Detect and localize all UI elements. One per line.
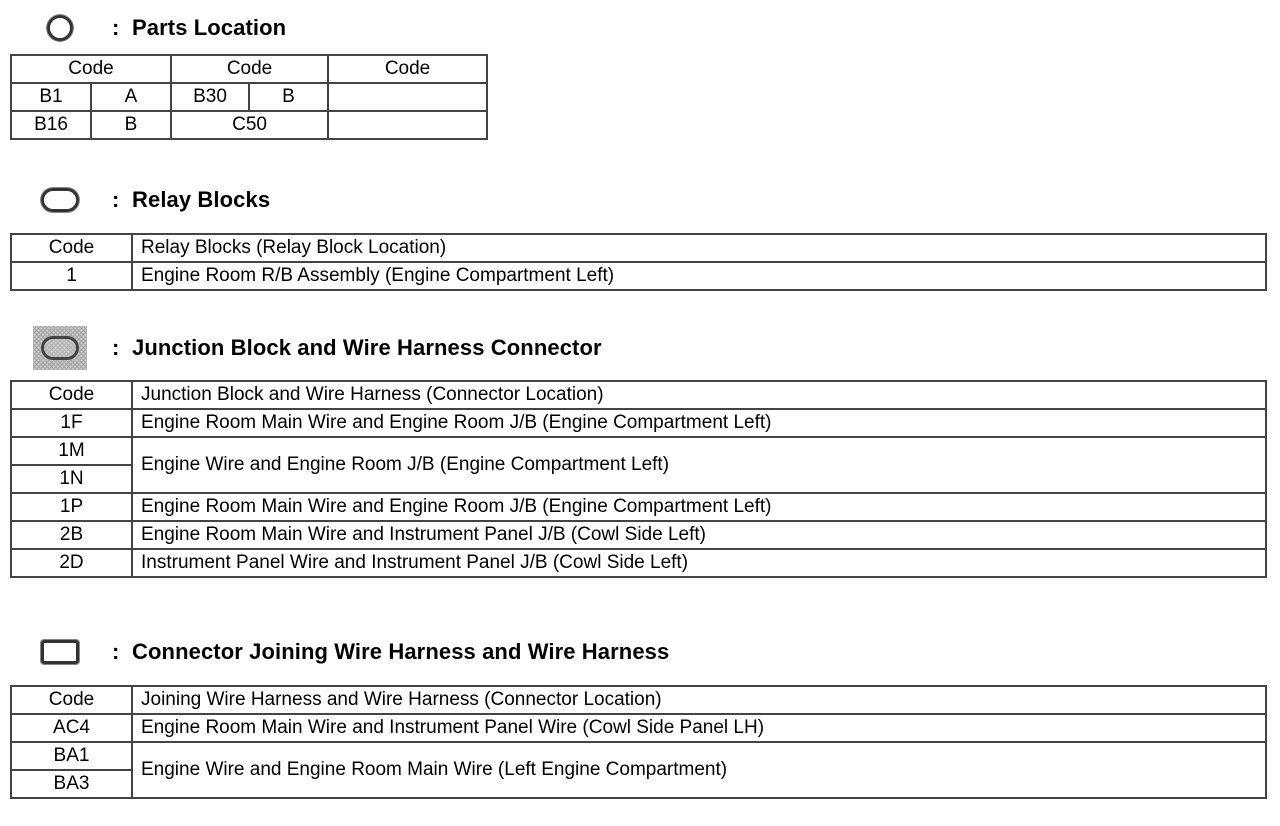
code-cell: 2B — [11, 521, 132, 549]
heading-colon: : — [112, 187, 120, 212]
part-code-cell: C50 — [171, 111, 328, 139]
heading-colon: : — [112, 15, 120, 40]
column-header-code: Code — [11, 381, 132, 409]
part-variant-cell: A — [91, 83, 171, 111]
table-row — [11, 83, 487, 111]
code-cell: 1F — [11, 409, 132, 437]
column-header-code: Code — [328, 55, 487, 83]
code-cell: 1P — [11, 493, 132, 521]
parts-location-title: Parts Location — [132, 15, 287, 40]
table-row — [11, 549, 1266, 577]
table-header-row — [11, 234, 1266, 262]
description-cell: Engine Room Main Wire and Engine Room J/B (Engine Compartment Left) — [132, 493, 1266, 521]
description-cell: Engine Room Main Wire and Instrument Panel Wire (Cowl Side Panel LH) — [132, 714, 1266, 742]
table-row — [11, 437, 1266, 465]
column-header-code: Code — [11, 686, 132, 714]
table-row — [11, 742, 1266, 770]
parts-location-circle-icon — [30, 8, 90, 48]
empty-cell — [328, 83, 487, 111]
column-header-description: Junction Block and Wire Harness (Connector Location) — [132, 381, 1266, 409]
code-cell: AC4 — [11, 714, 132, 742]
part-code-cell: B16 — [11, 111, 91, 139]
column-header-code: Code — [171, 55, 328, 83]
table-row — [11, 111, 487, 139]
description-cell: Instrument Panel Wire and Instrument Panel J/B (Cowl Side Left) — [132, 549, 1266, 577]
description-cell: Engine Room Main Wire and Engine Room J/B (Engine Compartment Left) — [132, 409, 1266, 437]
table-header-row — [11, 55, 487, 83]
table-row — [11, 262, 1266, 290]
part-variant-cell: B — [91, 111, 171, 139]
code-cell: 1N — [11, 465, 132, 493]
table-row — [11, 521, 1266, 549]
junction-block-heading — [30, 328, 602, 368]
connector-joining-heading — [30, 632, 669, 672]
table-row — [11, 714, 1266, 742]
junction-block-hatched-oval-icon — [30, 328, 90, 368]
junction-block-table — [10, 380, 1267, 578]
code-cell: 1 — [11, 262, 132, 290]
code-cell: BA1 — [11, 742, 132, 770]
part-code-cell: B30 — [171, 83, 249, 111]
column-header-description: Joining Wire Harness and Wire Harness (Connector Location) — [132, 686, 1266, 714]
connector-joining-title: Connector Joining Wire Harness and Wire Harness — [132, 639, 670, 664]
code-cell: BA3 — [11, 770, 132, 798]
column-header-code: Code — [11, 234, 132, 262]
table-row — [11, 409, 1266, 437]
parts-location-table — [10, 54, 488, 140]
description-cell: Engine Wire and Engine Room Main Wire (Left Engine Compartment) — [132, 742, 1266, 798]
heading-colon: : — [112, 335, 120, 360]
relay-block-oval-icon — [30, 180, 90, 220]
table-header-row — [11, 381, 1266, 409]
description-cell: Engine Wire and Engine Room J/B (Engine Compartment Left) — [132, 437, 1266, 493]
code-cell: 1M — [11, 437, 132, 465]
relay-blocks-table — [10, 233, 1267, 291]
description-cell: Engine Room Main Wire and Instrument Panel J/B (Cowl Side Left) — [132, 521, 1266, 549]
junction-block-title: Junction Block and Wire Harness Connector — [132, 335, 602, 360]
parts-location-heading — [30, 8, 286, 48]
column-header-description: Relay Blocks (Relay Block Location) — [132, 234, 1266, 262]
description-cell: Engine Room R/B Assembly (Engine Compartment Left) — [132, 262, 1266, 290]
relay-blocks-heading — [30, 180, 270, 220]
part-code-cell: B1 — [11, 83, 91, 111]
table-row — [11, 493, 1266, 521]
connector-rectangle-icon — [30, 632, 90, 672]
connector-joining-table — [10, 685, 1267, 799]
part-variant-cell: B — [249, 83, 328, 111]
code-cell: 2D — [11, 549, 132, 577]
heading-colon: : — [112, 639, 120, 664]
relay-blocks-title: Relay Blocks — [132, 187, 271, 212]
empty-cell — [328, 111, 487, 139]
column-header-code: Code — [11, 55, 171, 83]
table-header-row — [11, 686, 1266, 714]
